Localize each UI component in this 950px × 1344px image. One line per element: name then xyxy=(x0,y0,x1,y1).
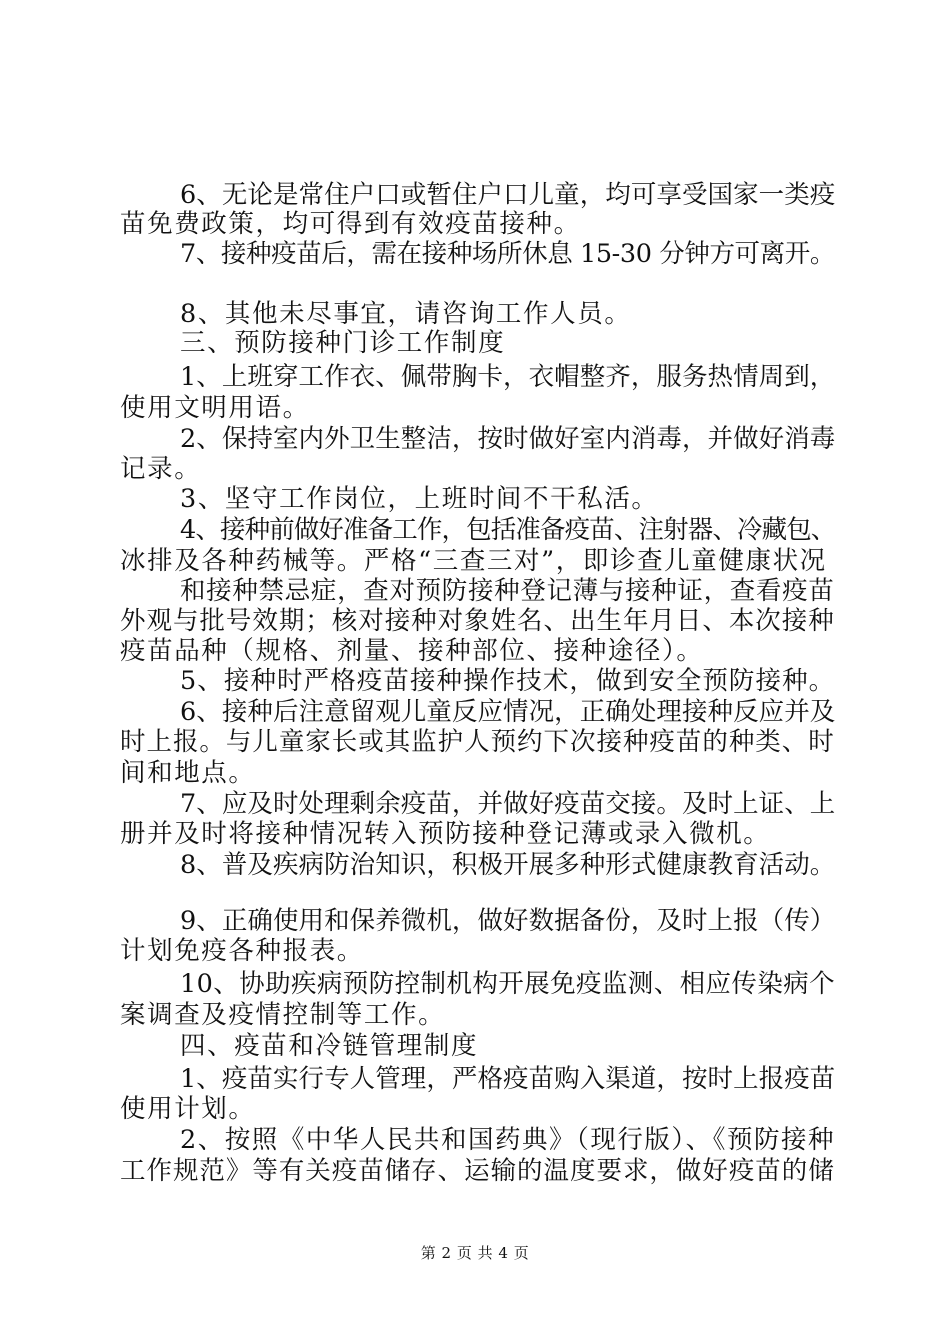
text-line: 5、接种时严格疫苗接种操作技术，做到安全预防接种。 xyxy=(180,666,836,696)
text-line: 4、接种前做好准备工作，包括准备疫苗、注射器、冷藏包、 xyxy=(180,515,836,545)
text-line: 3、坚守工作岗位，上班时间不干私活。 xyxy=(180,484,659,514)
text-line: 6、无论是常住户口或暂住户口儿童，均可享受国家一类疫 xyxy=(180,180,836,210)
page-footer: 第 2 页 共 4 页 xyxy=(420,1244,530,1262)
text-line: 间和地点。 xyxy=(120,758,256,788)
text-line: 外观与批号效期；核对接种对象姓名、出生年月日、本次接种 xyxy=(120,606,835,636)
text-line: 使用计划。 xyxy=(120,1094,256,1124)
text-line: 10、协助疾病预防控制机构开展免疫监测、相应传染病个 xyxy=(180,969,836,999)
section-heading: 四、疫苗和冷链管理制度 xyxy=(180,1031,479,1061)
text-line: 7、应及时处理剩余疫苗，并做好疫苗交接。及时上证、上 xyxy=(180,789,836,819)
text-line: 2、保持室内外卫生整洁，按时做好室内消毒，并做好消毒 xyxy=(180,424,836,454)
text-line: 时上报。与儿童家长或其监护人预约下次接种疫苗的种类、时 xyxy=(120,727,835,757)
text-line: 疫苗品种（规格、剂量、接种部位、接种途径）。 xyxy=(120,636,704,666)
text-line: 计划免疫各种报表。 xyxy=(120,936,364,966)
text-line: 册并及时将接种情况转入预防接种登记薄或录入微机。 xyxy=(120,819,771,849)
text-line: 9、正确使用和保养微机，做好数据备份，及时上报（传） xyxy=(180,906,836,936)
text-line: 记录。 xyxy=(120,454,202,484)
text-line: 和接种禁忌症，查对预防接种登记薄与接种证，查看疫苗 xyxy=(180,576,835,606)
text-line: 8、普及疾病防治知识，积极开展多种形式健康教育活动。 xyxy=(180,850,836,880)
text-line: 1、上班穿工作衣、佩带胸卡，衣帽整齐，服务热情周到， xyxy=(180,362,836,392)
text-line: 苗免费政策，均可得到有效疫苗接种。 xyxy=(120,209,581,239)
text-line: 1、疫苗实行专人管理，严格疫苗购入渠道，按时上报疫苗 xyxy=(180,1064,836,1094)
text-line: 冰排及各种药械等。严格“三查三对”，即诊查儿童健康状况 xyxy=(120,546,827,576)
section-heading: 三、预防接种门诊工作制度 xyxy=(180,328,506,358)
text-line: 案调查及疫情控制等工作。 xyxy=(120,1000,446,1030)
text-line: 工作规范》等有关疫苗储存、运输的温度要求，做好疫苗的储 xyxy=(120,1156,835,1186)
text-line: 8、其他未尽事宜，请咨询工作人员。 xyxy=(180,299,632,329)
text-line: 7、接种疫苗后，需在接种场所休息 15-30 分钟方可离开。 xyxy=(180,239,835,269)
text-line: 使用文明用语。 xyxy=(120,393,310,423)
text-line: 2、按照《中华人民共和国药典》（现行版）、《预防接种 xyxy=(180,1125,836,1155)
text-line: 6、接种后注意留观儿童反应情况，正确处理接种反应并及 xyxy=(180,697,836,727)
